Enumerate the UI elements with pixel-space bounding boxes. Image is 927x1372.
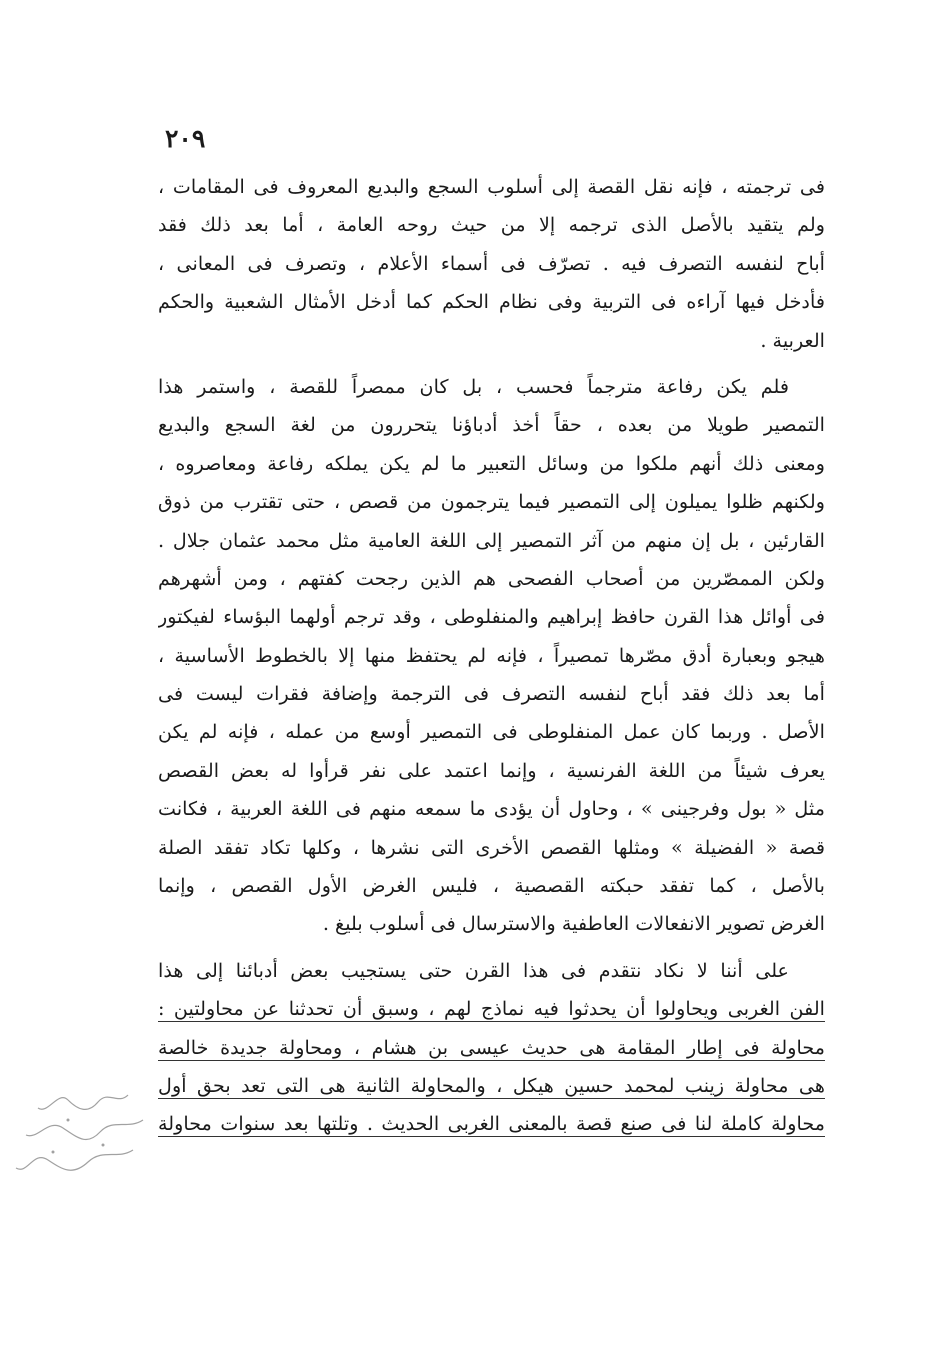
- text-line: مثل « بول وفرجينى » ، وحاول أن يؤدى ما سمعه منهم فى اللغة العربية ، فكانت: [158, 797, 825, 821]
- text-line: التمصير طويلا من بعده ، حقاً أخذ أدباؤنا يتحررون من لغة السجع والبديع: [158, 413, 825, 437]
- text-line: ولم يتقيد بالأصل الذى ترجمه إلا من حيث روحه العامة ، أما بعد ذلك فقد: [158, 213, 825, 237]
- text-line: ولكنهم ظلوا يميلون إلى التمصير فيما يترجمون من قصص ، حتى تقترب من ذوق: [158, 490, 825, 514]
- text-line: [158, 1067, 825, 1105]
- text-line: فى أوائل هذا القرن حافظ إبراهيم والمنفلوطى ، وقد ترجم أولهما البؤساء لفيكتور: [158, 605, 825, 629]
- text-line: قصة « الفضيلة » ومثلها القصص الأخرى التى نشرها ، وكلها تكاد تفقد الصلة: [158, 835, 825, 859]
- text-line: [158, 1029, 825, 1067]
- text-line: فلم يكن رفاعة مترجماً فحسب ، بل كان ممصراً للقصة ، واستمر هذا: [158, 374, 789, 398]
- text-line: يعرف شيئاً من اللغة الفرنسية ، وإنما اعتمد على نفر قرأوا له بعض القصص: [158, 758, 825, 782]
- text-line: [158, 990, 825, 1028]
- text-line: الغرض تصوير الانفعالات العاطفية والاسترسال فى أسلوب بليغ .: [322, 912, 825, 936]
- text-line: [158, 1105, 825, 1143]
- text-line: ومعنى ذلك أنهم ملكوا من وسائل التعبير ما لم يكن يملكه رفاعة ومعاصروه ،: [158, 451, 825, 475]
- text-line: على أننا لا نكاد نتقدم فى هذا القرن حتى يستجيب بعض أدبائنا إلى هذا: [158, 958, 789, 982]
- text-line: هيجو وبعبارة أدق مصّرها تمصيراً ، فإنه لم يحتفظ منها إلا بالخطوط الأساسية ،: [158, 643, 825, 667]
- page-number: ٢٠٩: [165, 124, 206, 153]
- underlined-text: محاولة كاملة لنا فى صنع قصة بالمعنى الغربى الحديث . وتلتها بعد سنوات محاولة: [158, 1112, 825, 1136]
- body-text: [158, 168, 825, 1144]
- text-line: العربية .: [760, 328, 825, 352]
- text-line: الأصل . وربما كان عمل المنفلوطى فى التمصير أوسع من عمله ، فإنه لم يكن: [158, 720, 825, 744]
- underlined-text: الفن الغربى ويحاولوا أن يحدثوا فيه نماذج لهم ، وسبق أن تحدثنا عن محاولتين :: [158, 997, 825, 1021]
- text-line: أباح لنفسه التصرف فيه . تصرّف فى أسماء الأعلام ، وتصرف فى المعانى ،: [158, 251, 825, 275]
- text-line: فأدخل فيها آراءه فى التربية وفى نظام الحكم كما أدخل الأمثال الشعبية والحكم: [158, 290, 825, 314]
- text-line: ولكن الممصّرين من أصحاب الفصحى هم الذين رجحت كفتهم ، ومن أشهرهم: [158, 566, 825, 590]
- handwritten-margin-note: [8, 1080, 158, 1210]
- underlined-text: محاولة فى إطار المقامة هى حديث عيسى بن هشام ، ومحاولة جديدة خالصة: [158, 1035, 825, 1059]
- handwriting-scribble: [8, 1080, 158, 1210]
- text-line: أما بعد ذلك فقد أباح لنفسه التصرف فى الترجمة وإضافة فقرات ليست فى: [158, 682, 825, 706]
- text-line: فى ترجمته ، فإنه نقل القصة إلى أسلوب السجع والبديع المعروف فى المقامات ،: [158, 175, 825, 198]
- text-line: القارئين ، بل إن منهم من آثر التمصير إلى اللغة العامية مثل محمد عثمان جلال .: [158, 528, 825, 552]
- underlined-text: هى محاولة زينب لمحمد حسين هيكل ، والمحاولة الثانية هى التى تعد بحق أول: [158, 1073, 825, 1097]
- text-line: بالأصل ، كما تفقد حبكته القصصية ، فليس الغرض الأول القصص ، وإنما: [158, 874, 825, 898]
